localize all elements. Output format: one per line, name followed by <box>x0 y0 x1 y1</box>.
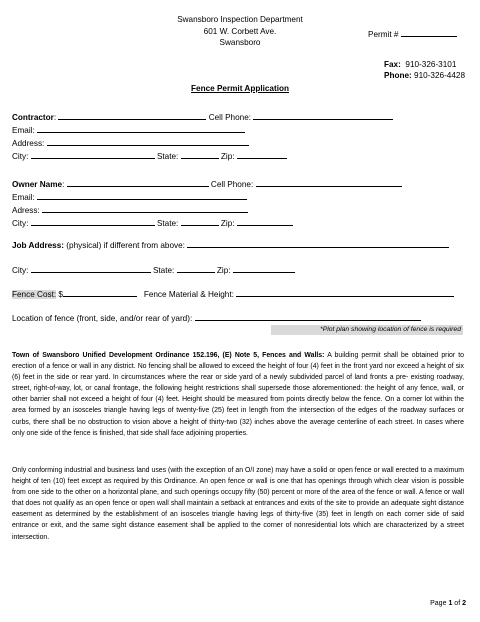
fence-cost-row: Fence Cost: $ Fence Material & Height: <box>12 289 454 300</box>
job-zip-field[interactable] <box>233 265 295 273</box>
department-address: 601 W. Corbett Ave. <box>203 27 277 36</box>
fence-cost-field[interactable] <box>63 289 137 297</box>
job-state-field[interactable] <box>177 265 215 273</box>
fence-material-field[interactable] <box>236 289 454 297</box>
contractor-city-row: City: State: Zip: <box>12 151 287 162</box>
plot-plan-note: *Plot plan showing location of fence is required <box>271 325 463 335</box>
owner-name-field[interactable] <box>67 179 209 187</box>
ordinance-paragraph-2: Only conforming industrial and business land uses (with the exception of an O/I zone) may have a solid or open fence or wall erected to a maximum height of ten (10) feet except as required by this Ordinance. An open fence or wall is one that has openings through which clear vision is possible from one side to the other on a horizontal plane, and such openings occupy fifty (50) percent or more of the area of the fence or wall. A fence or wall that does not qualify as an open fence or open wall shall maintain a setback at entrances and exits of the site to provide an adequate sight distance easement as determined by the establishment of an isosceles triangle having legs of thirty-five (35) feet in length on each corner side of said entrance or exit, and the same sight distance easement shall be applied to the corner of nonresidential lots which are characterized by a street intersection. <box>12 467 464 541</box>
permit-number-line[interactable] <box>401 29 457 37</box>
fax-line: Fax: 910-326-3101 <box>384 60 457 69</box>
owner-email-field[interactable] <box>37 192 247 200</box>
job-city-row: City: State: Zip: <box>12 265 295 276</box>
phone-line: Phone: 910-326-4428 <box>384 71 466 80</box>
owner-row: Owner Name: Cell Phone: <box>12 179 402 190</box>
page-number: Page 1 of 2 <box>430 600 466 607</box>
owner-address-field[interactable] <box>42 205 248 213</box>
contractor-state-field[interactable] <box>181 151 219 159</box>
form-title: Fence Permit Application <box>191 84 289 93</box>
job-address-row: Job Address: (physical) if different from above: <box>12 240 449 251</box>
owner-state-field[interactable] <box>181 218 219 226</box>
ordinance-paragraph-1: Town of Swansboro Unified Development Ordinance 152.196, (E) Note 5, Fences and Walls: A building permit shall be obtained prior to erection of a fence or wall in any district. No fencing shall be allowed to exceed the height of four (4) feet in the front yard nor exceed a height of six (6) feet in the side or rear yard. In circumstances where the rear or side yard of a newly subdivided parcel of land fronts a pre- existing roadway, street, right-of-way, lot, or canal frontage, the following height restrictions shall supersede those aforementioned: the height of any fence, wall, or other barrier shall not exceed a height of four (4) feet. Height should be measured from points directly below the fence. On a corner lot within the area formed by an isosceles triangle having legs of twenty-five (25) feet in length from the intersection of the edges of the roadway surfaces or curbs, there shall be no obstruction to vision above a height of thirty-two (32) inches above the average centerline of each street. In cases where only one side of the fence is finished, that side shall face adjoining properties. <box>12 352 464 437</box>
fence-location-row: Location of fence (front, side, and/or rear of yard): <box>12 313 421 324</box>
department-city: Swansboro <box>219 38 261 47</box>
contractor-zip-field[interactable] <box>237 151 287 159</box>
contractor-row: Contractor: Cell Phone: <box>12 112 393 123</box>
job-address-field[interactable] <box>187 240 449 248</box>
owner-email-row: Email: <box>12 192 247 203</box>
owner-cell-field[interactable] <box>256 179 402 187</box>
fence-cost-label: Fence Cost: <box>12 290 57 299</box>
contractor-name-field[interactable] <box>58 112 206 120</box>
contractor-email-row: Email: <box>12 125 245 136</box>
contractor-email-field[interactable] <box>37 125 245 133</box>
owner-city-field[interactable] <box>31 218 155 226</box>
contractor-address-field[interactable] <box>47 138 249 146</box>
contractor-city-field[interactable] <box>31 151 155 159</box>
permit-number: Permit # <box>368 29 457 40</box>
owner-city-row: City: State: Zip: <box>12 218 293 229</box>
fence-location-field[interactable] <box>195 313 421 321</box>
owner-zip-field[interactable] <box>237 218 293 226</box>
owner-address-row: Adress: <box>12 205 248 216</box>
department-name: Swansboro Inspection Department <box>177 15 303 24</box>
contractor-address-row: Address: <box>12 138 249 149</box>
job-city-field[interactable] <box>31 265 151 273</box>
contractor-cell-field[interactable] <box>253 112 393 120</box>
